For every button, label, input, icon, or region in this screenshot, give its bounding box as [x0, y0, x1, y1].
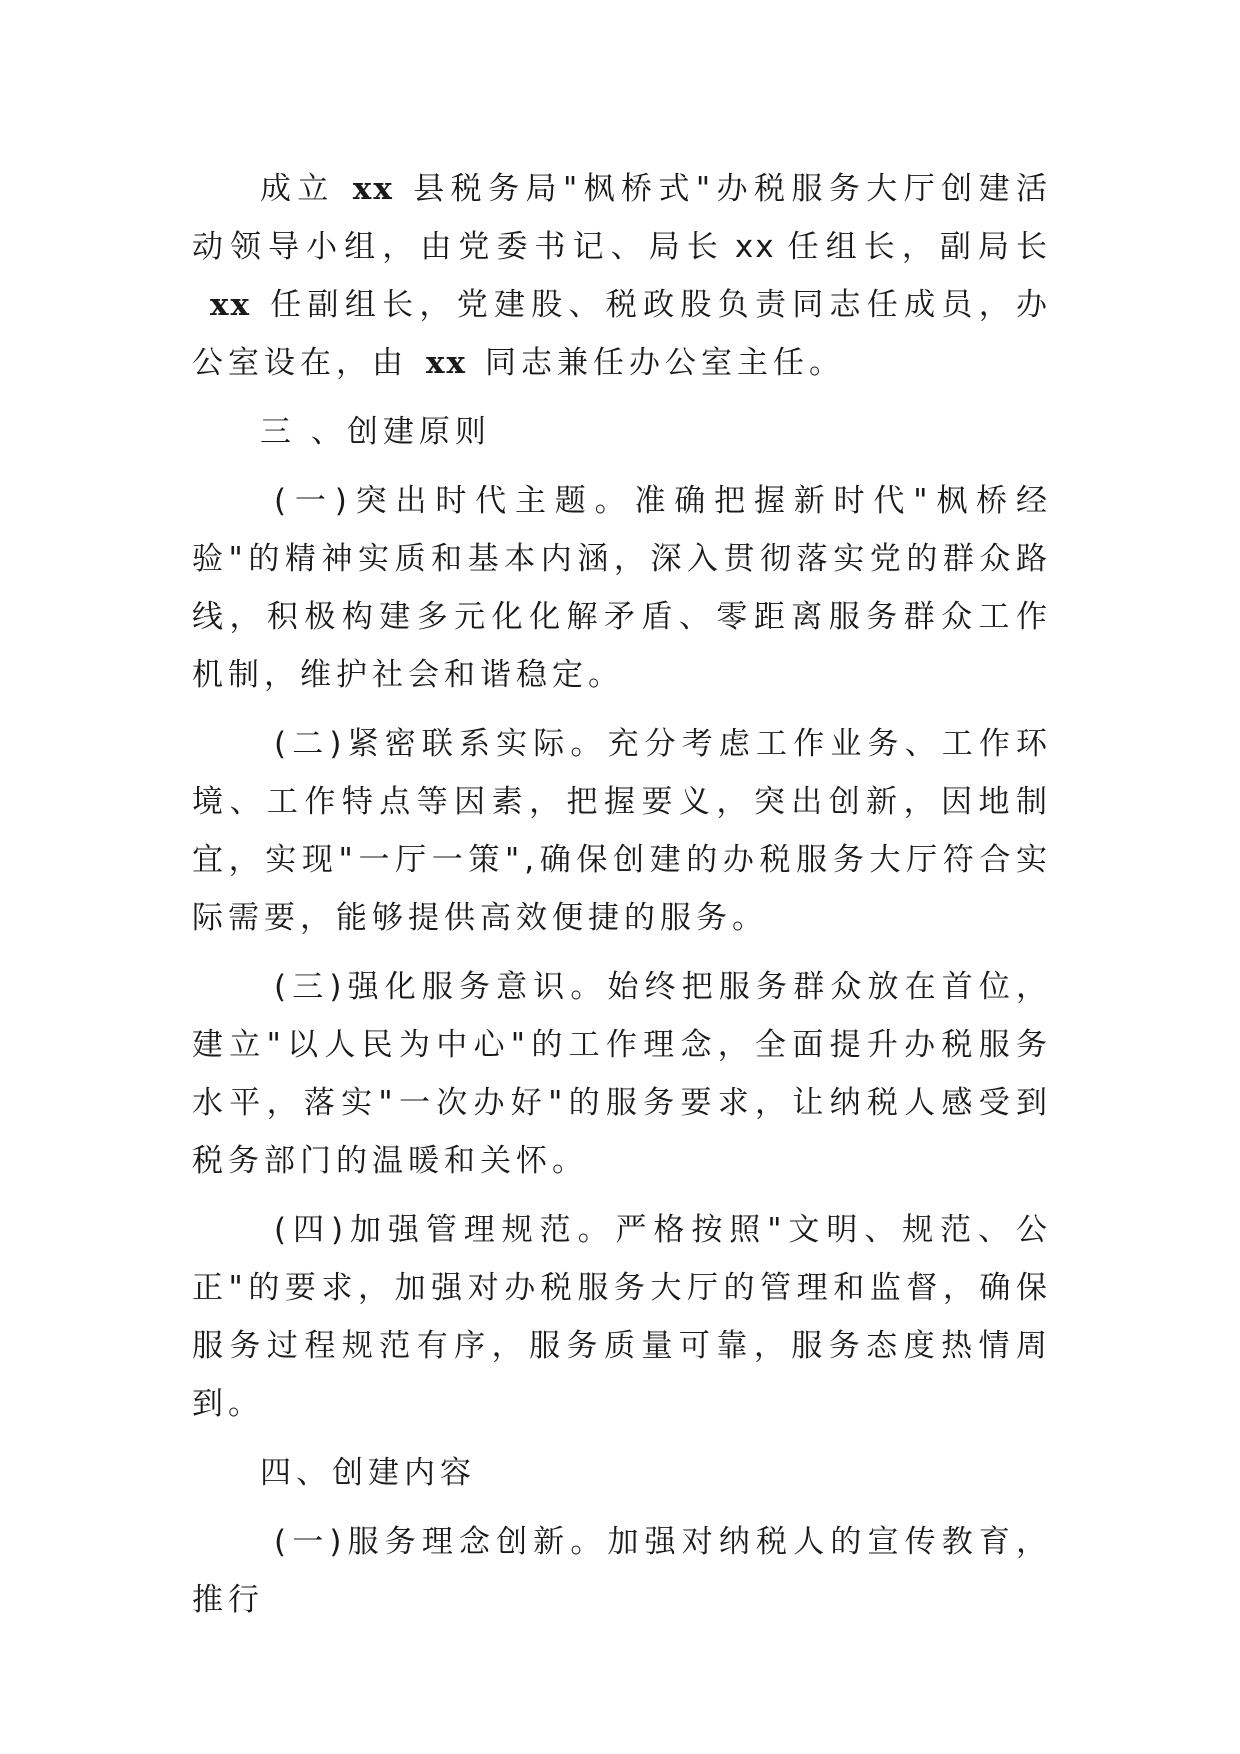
- principle-paragraph: (四)加强管理规范。严格按照"文明、规范、公正"的要求，加强对办税服务大厅的管理和监督，确保服务过程规范有序，服务质量可靠，服务态度热情周到。: [192, 1212, 1052, 1422]
- document-body: [192, 160, 1052, 1640]
- leadership-group-paragraph: [192, 160, 1052, 392]
- text-segment: 同志兼任办公室主任。: [484, 345, 845, 381]
- name-placeholder: xx: [426, 345, 467, 381]
- principle-paragraph: (三)强化服务意识。始终把服务群众放在首位，建立"以人民为中心"的工作理念，全面提升办税服务水平，落实"一次办好"的服务要求，让纳税人感受到税务部门的温暖和关怀。: [192, 969, 1052, 1179]
- text-segment: 成立: [260, 171, 335, 207]
- section-heading-principles: 三 、创建原则: [260, 414, 491, 450]
- text-segment: 任组长，副局长: [785, 229, 1053, 265]
- name-placeholder: xx: [734, 229, 776, 265]
- content-paragraph: (一)服务理念创新。加强对纳税人的宣传教育，推行: [192, 1524, 1052, 1618]
- name-placeholder: xx: [352, 171, 394, 207]
- name-placeholder: xx: [210, 287, 251, 323]
- principle-paragraph: (一)突出时代主题。准确把握新时代"枫桥经验"的精神实质和基本内涵，深入贯彻落实党的群众路线，积极构建多元化化解矛盾、零距离服务群众工作机制，维护社会和谐稳定。: [192, 483, 1052, 693]
- text-segment: 县税务局"枫桥式"办税服务大厅创建活动领导小组，由党委书记、局长: [192, 171, 1052, 265]
- text-segment: 任副组长，党建股、税政股负责同志任成员，办公室设在，由: [192, 287, 1052, 381]
- section-heading-content: 四、创建内容: [260, 1455, 476, 1491]
- principle-paragraph: (二)紧密联系实际。充分考虑工作业务、工作环境、工作特点等因素，把握要义，突出创新，因地制宜，实现"一厅一策",确保创建的办税服务大厅符合实际需要，能够提供高效便捷的服务。: [192, 726, 1052, 936]
